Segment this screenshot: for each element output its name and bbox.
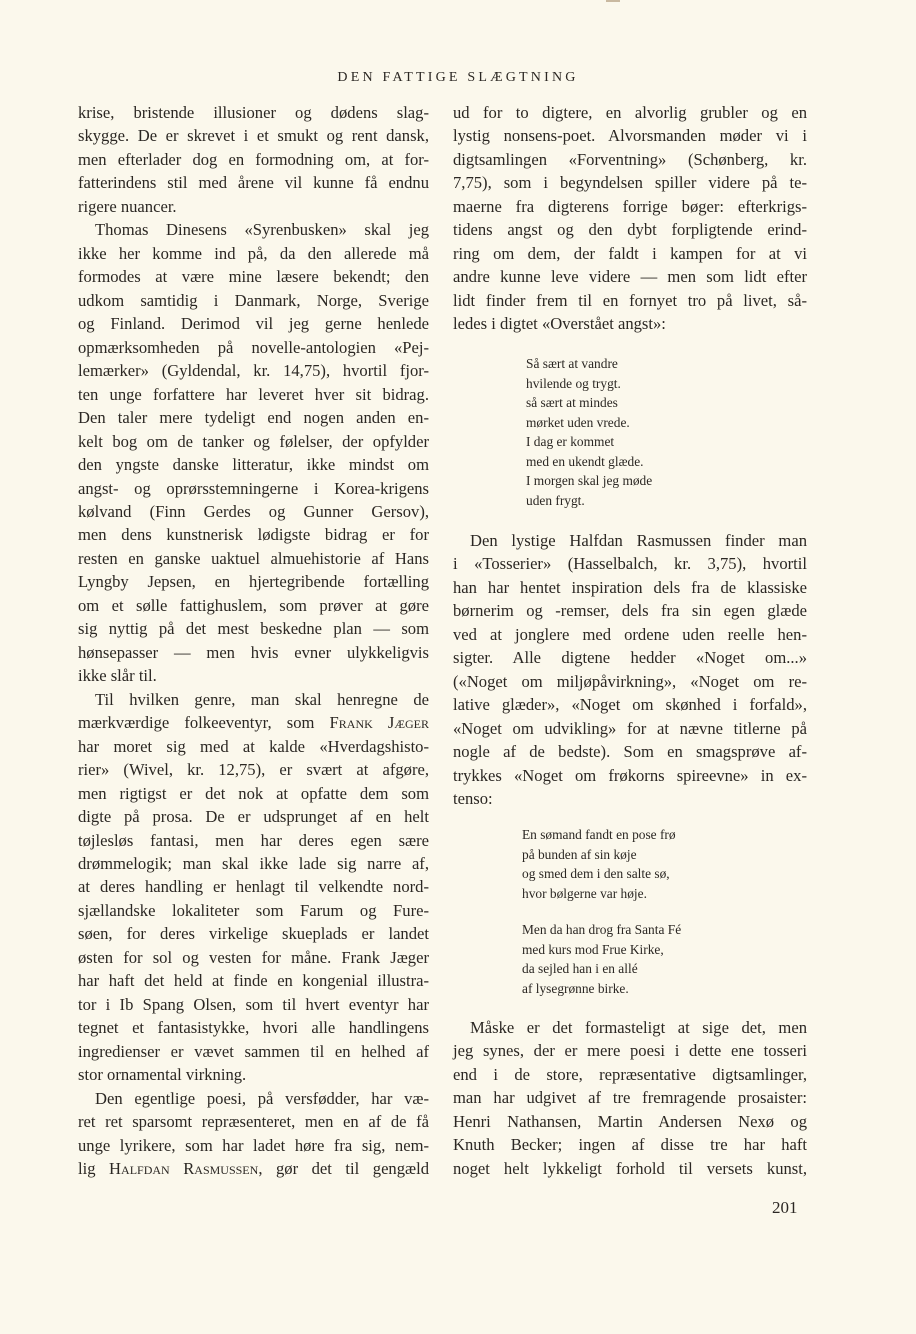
poem-line: da sejled han i en allé <box>522 961 638 976</box>
text-line: jeg synes, der er mere poesi i dette ene tosseri <box>453 1041 807 1061</box>
running-title: DEN FATTIGE SLÆGTNING <box>337 70 579 85</box>
text-line: noget helt lykkeligt forhold til versets kunst, <box>453 1158 807 1178</box>
poem-overstaaet-angst <box>526 354 652 510</box>
poem-line: med kurs mod Frue Kirke, <box>522 941 664 957</box>
text-line: maerne fra digterens forrige bøger: efterkrigs- <box>453 196 807 216</box>
text-line <box>78 711 429 734</box>
text-line: trykkes «Noget om frøkorns spireevne» in ex- <box>453 765 807 785</box>
text-line: kølvand (Finn Gerdes og Gunner Gersov), <box>78 501 429 521</box>
text-line: ikke slår til. <box>78 666 157 686</box>
text-line: Knuth Becker; ingen af disse tre har haft <box>453 1135 807 1155</box>
text-line: men rigtigst er det nok at opfatte dem som <box>78 783 429 803</box>
scan-mark <box>606 0 620 2</box>
poem-line: uden frygt. <box>526 492 585 508</box>
text-line: digtsamlingen «Forventning» (Schønberg, kr. <box>453 149 807 169</box>
text-line: lemærker» (Gyldendal, kr. 14,75), hvortil fjor- <box>78 361 429 381</box>
text-line: angst- og oprørsstemningerne i Korea-krigens <box>78 478 429 498</box>
text-line: østen for sol og vesten for måne. Frank Jæger <box>78 947 429 967</box>
text-line: at deres handling er henlagt til velkendte nord- <box>78 877 429 897</box>
poem-line: I morgen skal jeg møde <box>526 473 653 488</box>
poem-line: og smed dem i den salte sø, <box>522 866 670 881</box>
text-line: resten en ganske uaktuel almuehistorie af Hans <box>78 548 429 568</box>
text-line: formodes at være mine læsere bekendt; den <box>78 267 429 287</box>
text-line: ingredienser er vævet sammen til en helhed af <box>78 1041 429 1061</box>
text-line: skygge. De er skrevet i et smukt og rent dansk, <box>78 126 429 146</box>
text-line: tøjlesløs fantasi, men har deres egen sære <box>78 830 429 850</box>
text-line: hønsepasser — men hvis evner ulykkeligvis <box>78 642 429 662</box>
text-line: Henri Nathansen, Martin Andersen Nexø og <box>453 1111 807 1131</box>
text-line: end i de store, repræsentative digtsamlinger, <box>453 1064 807 1084</box>
text-line: og Finland. Derimod vil jeg gerne henlede <box>78 314 429 334</box>
text-line: børnerim og -remser, dels fra sin egen glæde <box>453 601 807 621</box>
text-line: nogle af de bedste). Som en smagsprøve af- <box>453 742 807 762</box>
text-line: lative glæder», «Noget om skønhed i forfald», <box>453 695 807 715</box>
poem-line: så sært at mindes <box>526 395 618 410</box>
text-line: rigere nuancer. <box>78 196 177 216</box>
text-line: andre kunne leve videre — men som lidt efter <box>453 267 807 287</box>
text-line: han har hentet inspiration dels fra de klassiske <box>453 577 807 597</box>
text-segment: lig <box>78 1159 110 1179</box>
text-line: 7,75), som i begyndelsen spiller videre på te- <box>453 173 807 193</box>
text-line: sigter. Alle digtene hedder «Noget om...» <box>453 648 807 668</box>
poem-stanza-1 <box>522 825 676 903</box>
text-line: ud for to digtere, en alvorlig grubler og en <box>453 103 807 122</box>
text-line: ten unge forfattere har leveret hver sit bidrag. <box>78 384 429 404</box>
page-number: 201 <box>772 1198 798 1217</box>
right-column-paragraph-2 <box>453 529 807 811</box>
text-segment: mærkværdige folkeeventyr, som <box>78 713 330 733</box>
poem-line: på bunden af sin køje <box>522 846 637 862</box>
text-line: tor i Ib Spang Olsen, som til hvert eventyr har <box>78 994 429 1014</box>
text-line: unge lyrikere, som har ladet høre fra sig, nem- <box>78 1135 429 1155</box>
poem-line: af lysegrønne birke. <box>522 980 629 996</box>
right-column-paragraph-3 <box>453 1016 807 1180</box>
left-column <box>78 101 429 1181</box>
poem-line: Så sært at vandre <box>526 356 618 371</box>
text-line <box>78 1157 429 1180</box>
text-line: udkom samtidig i Danmark, Norge, Sverige <box>78 290 429 310</box>
text-line: tegnet et fantasistykke, hvori alle handlingens <box>78 1018 429 1038</box>
text-line: tenso: <box>453 789 493 809</box>
text-line: Thomas Dinesens «Syrenbusken» skal jeg <box>95 220 429 240</box>
text-line: Lyngby Jepsen, en hjertegribende fortælling <box>78 572 429 592</box>
text-line: lystig nonsens-poet. Alvorsmanden møder vi i <box>453 126 807 146</box>
text-line: man har udgivet af tre fremragende prosaister: <box>453 1088 807 1108</box>
poem-line: mørket uden vrede. <box>526 414 630 430</box>
text-line: i «Tosserier» (Hasselbalch, kr. 3,75), hvortil <box>453 554 807 574</box>
text-line: sjællandske lokaliteter som Farum og Fure- <box>78 900 429 920</box>
text-line: drømmelogik; man skal ikke lade sig narre af, <box>78 854 429 873</box>
text-line: Den taler mere tydeligt end nogen anden en- <box>78 408 429 428</box>
text-line: ret ret sparsomt repræsenteret, men en af de få <box>78 1112 429 1132</box>
text-segment: , gør det til gengæld <box>258 1159 429 1179</box>
poem-line: En sømand fandt en pose frø <box>522 827 676 842</box>
text-line: Til hvilken genre, man skal henregne de <box>95 689 429 709</box>
text-line: den yngste danske litteratur, ikke mindst om <box>78 455 429 475</box>
right-column-paragraph-1 <box>453 101 807 336</box>
text-line: stor ornamental virkning. <box>78 1065 247 1085</box>
poem-line: I dag er kommet <box>526 434 615 449</box>
poem-line: hvilende og trygt. <box>526 375 621 391</box>
text-line: om et sølle fattighuslem, som prøver at gøre <box>78 595 429 615</box>
text-line: men dens kunstnerisk lødigste bidrag er for <box>78 525 429 545</box>
poem-stanza-2 <box>522 920 681 998</box>
poem-line: med en ukendt glæde. <box>526 453 644 469</box>
text-line: ledes i digtet «Overstået angst»: <box>453 314 666 334</box>
poem-line: Men da han drog fra Santa Fé <box>522 922 682 937</box>
text-line: fatterindens stil med årene vil kunne få endnu <box>78 173 429 193</box>
text-line: har moret sig med at kalde «Hverdagshisto- <box>78 736 429 756</box>
text-line: ved at jonglere med ordene uden reelle hen- <box>453 624 807 644</box>
text-line: har haft det held at finde en kongenial illustra- <box>78 971 429 991</box>
text-line: lidt finder frem til en fornyet tro på livet, så- <box>453 290 807 310</box>
author-name: Frank Jæger <box>329 713 429 733</box>
text-line: ring om dem, der faldt i kampen for at vi <box>453 243 807 263</box>
poem-line: hvor bølgerne var høje. <box>522 885 647 901</box>
text-line: («Noget om miljøpåvirkning», «Noget om re- <box>453 671 807 691</box>
text-line: krise, bristende illusioner og dødens slag- <box>78 103 429 122</box>
text-line: Den egentlige poesi, på versfødder, har væ- <box>95 1088 429 1108</box>
author-name: Halfdan Rasmussen <box>109 1159 259 1179</box>
text-line: rier» (Wivel, kr. 12,75), er svært at afgøre, <box>78 760 429 780</box>
text-line: tidens angst og den dybt forpligtende erind- <box>453 220 807 240</box>
text-line: Måske er det formasteligt at sige det, men <box>470 1018 807 1037</box>
text-line: ikke her komme ind på, da den allerede må <box>78 243 429 263</box>
text-line: men efterlader dog en formodning om, at for- <box>78 149 429 169</box>
text-line: digte på prosa. De er udsprunget af en helt <box>78 807 429 827</box>
text-line: sig nyttig på det mest beskedne plan — som <box>78 619 429 639</box>
text-line: opmærksomheden på novelle-antologien «Pej- <box>78 337 429 357</box>
text-line: kelt bog om de tanker og følelser, der opfylder <box>78 431 429 451</box>
text-line: søen, for deres virkelige skueplads er landet <box>78 924 429 944</box>
text-line: Den lystige Halfdan Rasmussen finder man <box>470 531 807 550</box>
text-line: «Noget om udvikling» for at nævne titlerne på <box>453 718 807 738</box>
